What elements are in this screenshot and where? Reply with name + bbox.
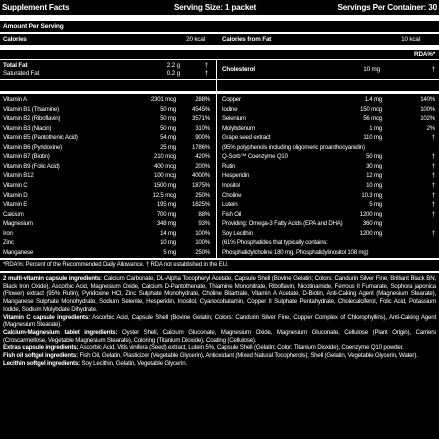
nutrient-amount: 2301 mcg [150,96,176,103]
rda-header: RDA%* [414,51,435,58]
nutrient-rda-pct: 200% [195,162,210,170]
rda-footnote: *RDA%: Percent of the Recommended Daily Allowance. † RDA not established in the EU. [3,262,229,268]
nutrient-name: Selenium [222,115,246,123]
thick-divider-nutrients [0,91,439,94]
nutrient-rda-pct: 2% [426,124,435,132]
nutrient-name: Vitamin B9 (Folic Acid) [3,162,60,170]
nutrient-amount: 1200 mg [359,210,382,218]
nutrient-amount: 100 mcg [154,172,176,180]
nutrient-name: Vitamin B12 [3,172,34,180]
nutrient-rda-pct: 1875% [192,181,210,189]
nutrient-amount: 10 mg [366,181,382,189]
ingredients-calcium-magnesium [3,329,436,344]
ingredients-label: Fish oil softgel ingredients: [3,352,78,360]
ingredients-text: Ascorbic Acid, Capsule Shell (Bovine Gelatin; Colors: Candurin Silver Fine, Copper Complex of Chlorophyllins), Anti-Caking Agent (Magnesium Stearate). [3,313,436,329]
calories-label: Calories [3,36,27,43]
ingredients-label: Vitamin C capsule ingredients: [3,313,91,321]
nutrient-name: Vitamin B6 (Pyridoxine) [3,143,62,151]
nutrient-rda-pct: 100% [195,239,210,247]
cholesterol-pct: † [431,66,435,73]
divider-footnote [0,258,439,260]
nutrient-amount: 12.5 mcg [152,191,176,199]
nutrient-name: Manganese [3,248,34,256]
nutrient-rda-pct: † [431,201,435,209]
nutrient-rda-pct: † [431,172,435,180]
nutrient-rda-pct: † [431,210,435,218]
nutrient-name: Iron [3,229,13,237]
nutrient-name: Q-Sorb™ Coenzyme Q10 [222,153,288,161]
nutrient-name: Inositol [222,181,240,189]
nutrient-name: Iodine [222,105,238,113]
nutrient-amount: 348 mg [156,220,176,228]
nutrient-amount: 50 mg [160,115,176,123]
ingredients-label: Lecithin softgel ingredients: [3,359,81,367]
nutrient-amount: 54 mg [160,134,176,142]
nutrient-rda-pct: 250% [195,248,210,256]
nutrient-amount: 10.3 mg [361,191,382,199]
nutrient-name: Magnesium [3,220,33,228]
nutrient-amount: 14 mg [160,229,176,237]
nutrient-name: Vitamin E [3,201,28,209]
nutrient-amount: 360 mg [362,220,382,228]
saturated-fat-amount: 0.2 g [166,70,180,77]
nutrient-amount: 50 mg [366,153,382,161]
nutrient-name: Vitamin B7 (Biotin) [3,153,50,161]
nutrient-name: Vitamin D [3,191,28,199]
panel-header [2,3,437,13]
nutrient-rda-pct: 1625% [192,201,210,209]
cholesterol-amount: 10 mg [363,66,380,73]
nutrient-amount: 1500 mg [153,181,176,189]
nutrient-name: (95% polyphenols including oligomeric proanthocyanidin) [222,143,365,151]
nutrient-name: Molybdenum [222,124,255,132]
cholesterol-label: Cholesterol [222,66,255,73]
nutrient-rda-pct: 3571% [192,115,210,123]
nutrient-amount: 1.4 mg [364,96,382,103]
ingredients-label: 2 multi-vitamin capsule ingredients: [3,275,102,282]
nutrient-amount: 50 mg [160,124,176,132]
nutrient-amount: 5 mg [163,248,176,256]
nutrient-name: Zinc [3,239,14,247]
nutrient-name: Hesperidin [222,172,250,180]
total-fat-label: Total Fat [3,62,28,69]
nutrient-rda-pct: † [431,162,435,170]
calories-value: 20 kcal [186,36,205,43]
nutrient-rda-pct: † [431,229,435,237]
nutrient-rda-pct: 288% [195,96,210,103]
thick-divider-top [0,15,439,21]
nutrient-name: Vitamin C [3,181,28,189]
nutrient-rda-pct: 140% [420,96,435,103]
divider-amount [0,32,439,34]
nutrient-name: Vitamin B2 (Riboflavin) [3,115,61,123]
nutrient-name: Copper [222,96,241,103]
nutrient-amount: 110 mg [363,134,382,142]
total-fat-amount: 2.2 g [166,62,180,69]
nutrient-name: Fish Oil [222,210,242,218]
saturated-fat-pct: † [204,70,208,77]
calories-from-fat-label: Calories from Fat [222,36,272,43]
nutrient-rda-pct: † [431,181,435,189]
nutrient-name: Providing: Omega-3 Fatty Acids (EPA and DHA) [222,220,343,228]
nutrient-rda-pct: † [431,153,435,161]
ingredients-text: Calcium Carbonate, DL-Alpha Tocopheryl Acetate, Capsule Shell (Bovine Gelatin; Colors: Candurin Silver Fine, Brilliant Black BN, Black Iron Oxide), Ascorbic Acid, Magnesium Oxide, Calcium D-Pantothenate, Thiamine Mononitrate, Riboflavin, Nicotinamide, Ferrous II Fumarate, Sophora japonica (Flower) extract (95% Rutin), Pyridoxine HCl, Zinc Sulphate Monohydrate, Choline Bitartrate, Vitamin A Acetate, D-Biotin, Anti-Caking Agent (Magnesium Stearate), Manganese Sulphate Monohydrate, Sodium Selenite, Hesperidin, Inositol, Cyanocobalamin, Copper II Sulphate Pentahydrate, Cholecalciferol, Folic Acid, Potassium Iodide, Sodium Molybdate Dihydrate. [3,275,436,313]
nutrient-rda-pct: 100% [195,229,210,237]
nutrient-amount: 50 mg [160,105,176,113]
nutrient-rda-pct: 310% [195,124,210,132]
nutrient-amount: 195 mg [156,201,176,209]
nutrient-name: Vitamin B5 (Pantothenic Acid) [3,134,78,142]
nutrient-name: Lutein [222,201,238,209]
nutrient-rda-pct: 900% [195,134,210,142]
column-separator [216,60,217,258]
total-fat-pct: † [204,62,208,69]
ingredients-block [3,275,436,367]
nutrient-rda-pct: 4000% [192,172,210,180]
servings-per-container: Servings Per Container: 30 [337,3,437,12]
nutrient-amount: 150 mcg [360,105,382,113]
nutrient-amount: 10 mg [160,239,176,247]
nutrient-rda-pct: 420% [195,153,210,161]
nutrient-name: (61% Phosphatides that typically contains: [222,239,328,247]
nutrient-name: Rutin [222,162,236,170]
nutrient-name: Calcium [3,210,24,218]
nutrient-amount: 400 mcg [154,162,176,170]
panel-title: Supplement Facts [2,3,70,12]
nutrient-rda-pct: † [431,191,435,199]
divider-ingredients [0,271,439,273]
nutrient-name: Vitamin A [3,96,27,103]
ingredients-lecithin [3,360,187,367]
ingredients-text: Ascorbic Acid, Vitis vinifera (Seed) extract, Lutein 5%, Capsule Shell (Gelatin; Color: Titanium Dioxide), Coenzyme Q10 powder. [78,344,404,352]
nutrient-rda-pct: 102% [420,115,435,123]
calories-from-fat-value: 10 kcal [401,36,420,43]
nutrient-amount: 5 mg [369,201,382,209]
ingredients-text: Oyster Shell, Calcium Gluconate, Magnesium Oxide, Magnesium Gluconate, Cellulose (Plant Origin), Carriers (Croscarmellose, Vegetable Magnesium Stearate), Coloring (Titanium Dioxide), Coating (Cellulose). [3,328,436,344]
nutrient-amount: 700 mg [156,210,176,218]
nutrient-amount: 25 mg [160,143,176,151]
nutrient-name: Vitamin B1 (Thiamine) [3,105,59,113]
nutrient-rda-pct: † [431,134,435,142]
serving-size: Serving Size: 1 packet [174,3,257,12]
ingredients-label: Calcium-Magnesium tablet ingredients: [3,328,118,336]
thick-divider-calories [0,45,439,50]
nutrient-amount: 30 mg [366,162,382,170]
amount-per-serving-label: Amount Per Serving [3,23,64,30]
nutrient-name: Choline [222,191,242,199]
nutrient-name: Phosphatidylcholine 180 mg, Phosphatidylinositol 108 mg) [222,248,369,256]
ingredients-text: Fish Oil, Gelatin, Plasticizer (Vegetable Glycerin), Antioxidant (Mixed Natural Tocopherols); Shell (Gelatin, Vegetable Glycerin, Water). [77,352,418,360]
ingredients-text: Soy Lecithin, Gelatin, Vegetable Glycerin. [80,359,187,367]
nutrient-rda-pct: 1786% [192,143,210,151]
ingredients-multi-vitamin [3,275,436,313]
nutrient-rda-pct: 100% [420,105,435,113]
nutrient-name: Vitamin B3 (Niacin) [3,124,52,132]
divider-rda [0,59,439,60]
saturated-fat-label: Saturated Fat [3,70,40,77]
nutrient-rda-pct: 4545% [192,105,210,113]
nutrient-name: Soy Lecithin [222,229,253,237]
divider-fats [0,79,439,80]
nutrient-rda-pct: 88% [198,210,210,218]
nutrient-amount: 1 mg [369,124,382,132]
nutrient-amount: 1200 mg [359,229,382,237]
ingredients-vitamin-c [3,314,436,329]
nutrient-name: Grape seed extract [222,134,271,142]
nutrient-amount: 12 mg [366,172,382,180]
ingredients-extras [3,344,404,351]
ingredients-fish-oil [3,352,418,359]
nutrient-amount: 210 mcg [154,153,176,161]
nutrient-rda-pct: 93% [198,220,210,228]
nutrient-rda-pct: 250% [195,191,210,199]
ingredients-label: Extras capsule ingredients: [3,344,79,352]
nutrient-amount: 56 mcg [363,115,382,123]
